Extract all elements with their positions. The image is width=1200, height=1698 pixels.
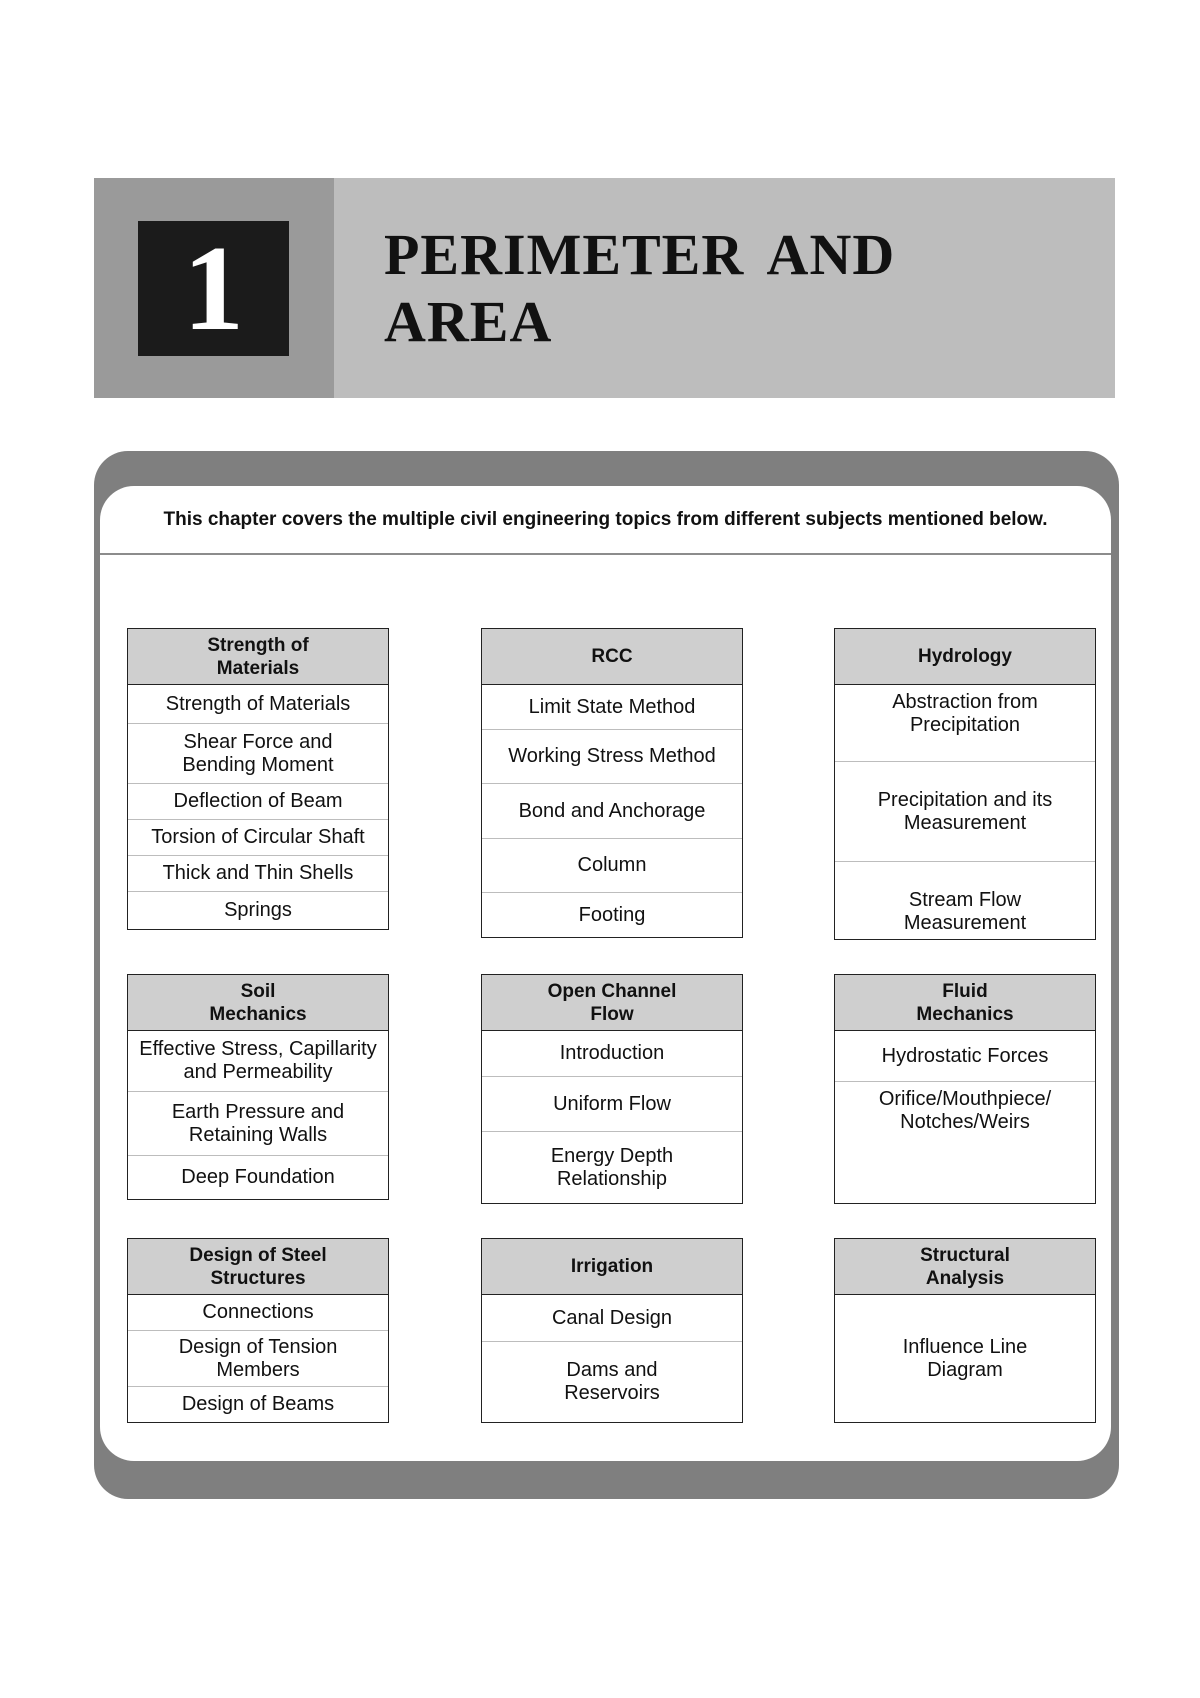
topic-item: Torsion of Circular Shaft <box>128 819 388 855</box>
topic-item: Effective Stress, Capillarity and Permeability <box>139 1038 377 1083</box>
topic-item: Influence Line Diagram <box>902 1335 1028 1381</box>
topic-item: Earth Pressure and Retaining Walls <box>128 1091 388 1155</box>
topic-item: Column <box>482 838 742 892</box>
subject-table <box>834 974 1096 1204</box>
subject-table <box>481 974 743 1204</box>
topic-item: Connections <box>202 1301 314 1323</box>
subject-title: Structural Analysis <box>835 1239 1095 1295</box>
subject-table <box>481 628 743 938</box>
topic-item: Stream Flow Measurement <box>835 861 1095 939</box>
chapter-header <box>94 178 1115 398</box>
topic-item: Thick and Thin Shells <box>128 855 388 891</box>
subject-table <box>127 974 389 1200</box>
topic-item: Design of Tension Members <box>128 1330 388 1386</box>
subject-title: RCC <box>482 629 742 685</box>
subjects-frame <box>94 451 1119 1499</box>
subject-table <box>481 1238 743 1423</box>
topic-item: Introduction <box>559 1042 665 1064</box>
topic-item: Deep Foundation <box>128 1155 388 1199</box>
topic-item: Design of Beams <box>128 1386 388 1422</box>
subject-table <box>127 1238 389 1423</box>
topic-item: Springs <box>128 891 388 929</box>
subject-title: Hydrology <box>835 629 1095 685</box>
subject-title: Open Channel Flow <box>482 975 742 1031</box>
subject-table <box>834 1238 1096 1423</box>
topic-item: Strength of Materials <box>165 692 351 715</box>
chapter-number: 1 <box>138 221 289 356</box>
subject-title: Soil Mechanics <box>128 975 388 1031</box>
topic-item: Canal Design <box>551 1306 673 1329</box>
topic-item: Limit State Method <box>528 695 696 718</box>
subject-table <box>834 628 1096 940</box>
topic-item: Uniform Flow <box>482 1076 742 1131</box>
intro-text: This chapter covers the multiple civil engineering topics from different subjects mentioned below. <box>100 486 1111 555</box>
topic-item: Dams and Reservoirs <box>482 1341 742 1422</box>
topic-item: Precipitation and its Measurement <box>835 761 1095 861</box>
topic-item: Energy Depth Relationship <box>482 1131 742 1203</box>
chapter-title: PERIMETER AND AREA <box>384 222 896 354</box>
topic-item: Hydrostatic Forces <box>881 1044 1049 1067</box>
subject-title: Design of Steel Structures <box>128 1239 388 1295</box>
topic-item: Bond and Anchorage <box>482 783 742 838</box>
subject-title: Fluid Mechanics <box>835 975 1095 1031</box>
subject-title: Strength of Materials <box>128 629 388 685</box>
chapter-number-panel <box>94 178 334 398</box>
subject-title: Irrigation <box>482 1239 742 1295</box>
topic-item: Working Stress Method <box>482 729 742 783</box>
topic-item: Footing <box>482 892 742 937</box>
topic-item: Deflection of Beam <box>128 783 388 819</box>
topic-item: Shear Force and Bending Moment <box>128 723 388 783</box>
subject-table <box>127 628 389 930</box>
topic-item: Orifice/Mouthpiece/ Notches/Weirs <box>835 1081 1095 1203</box>
topic-item: Abstraction from Precipitation <box>892 691 1038 736</box>
subjects-panel <box>100 486 1111 1461</box>
